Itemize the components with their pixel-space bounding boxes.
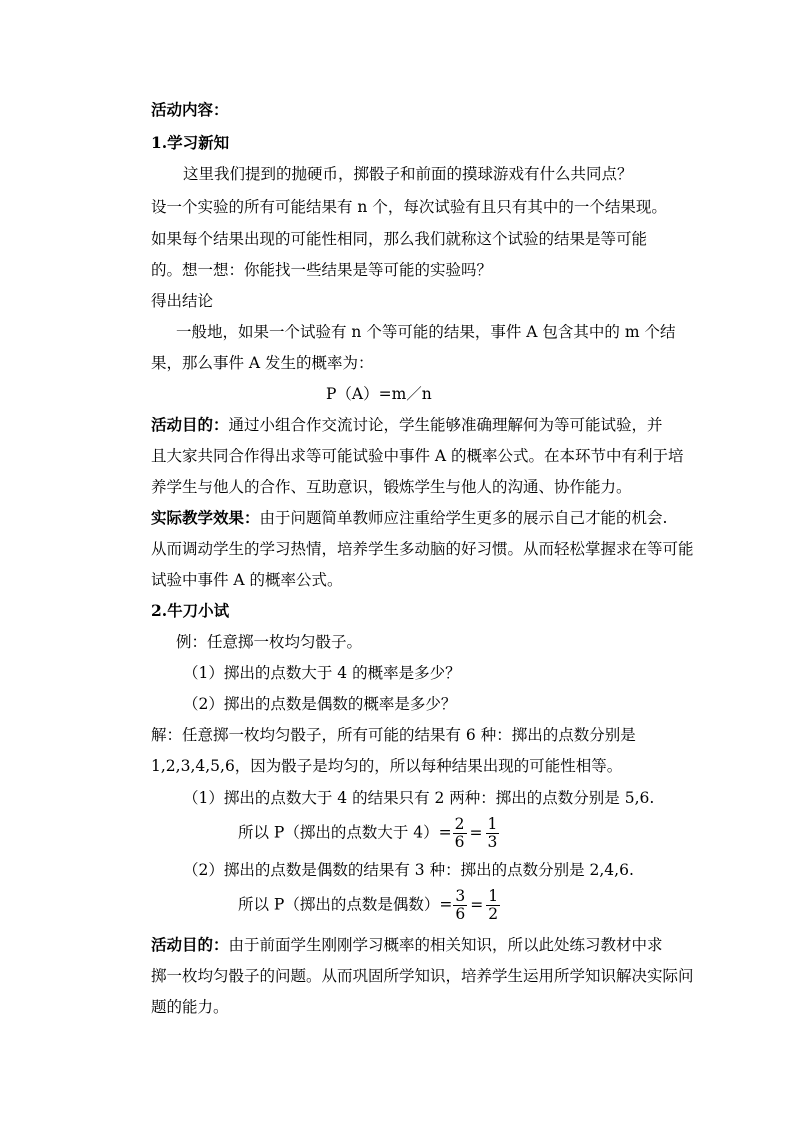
goal-label: 活动目的： <box>151 415 229 434</box>
paragraph-line: 从而调动学生的学习热情，培养学生多动脑的好习惯。从而轻松掌握求在等可能 <box>151 540 694 558</box>
answer-1: （1）掷出的点数大于 4 的结果只有 2 两种：掷出的点数分别是 5,6. <box>183 789 655 807</box>
fraction: $\frac{2}{6}$ <box>454 815 465 851</box>
section-1-heading: 1.学习新知 <box>151 133 230 152</box>
equals-sign: = <box>469 823 483 842</box>
paragraph-line: 的。想一想：你能找一些结果是等可能的实验吗？ <box>151 261 493 279</box>
solution-line: 1,2,3,4,5,6，因为骰子是均匀的，所以每种结果出现的可能性相等。 <box>151 757 623 775</box>
conclusion-label: 得出结论 <box>151 292 214 310</box>
example-line: 例：任意掷一枚均匀骰子。 <box>176 633 363 651</box>
fraction: $\frac{1}{3}$ <box>487 815 498 851</box>
paragraph-line: 且大家共同合作得出求等可能试验中事件 A 的概率公式。在本环节中有利于培 <box>151 447 684 465</box>
solution-line: 解：任意掷一枚均匀骰子，所有可能的结果有 6 种：掷出的点数分别是 <box>151 726 636 744</box>
equals-sign: = <box>470 895 484 914</box>
answer-2-formula <box>238 888 501 923</box>
answer-1-formula <box>238 816 500 851</box>
goal-label: 活动目的： <box>151 935 229 954</box>
goal-text: 通过小组合作交流讨论，学生能够准确理解何为等可能试验，并 <box>228 416 663 434</box>
fraction: $\frac{1}{2}$ <box>488 887 499 923</box>
paragraph-line: 一般地，如果一个试验有 n 个等可能的结果，事件 A 包含其中的 m 个结 <box>176 323 676 341</box>
fraction: $\frac{3}{6}$ <box>455 887 466 923</box>
paragraph-line: 设一个实验的所有可能结果有 n 个，每次试验有且只有其中的一个结果现。 <box>151 198 667 216</box>
formula-prefix: 所以 P（掷出的点数大于 4）= <box>238 823 452 842</box>
paragraph-line: 果，那么事件 A 发生的概率为： <box>151 354 374 372</box>
paragraph-line <box>151 508 667 528</box>
activity-content-heading: 活动内容： <box>151 100 229 119</box>
formula-prefix: 所以 P（掷出的点数是偶数）= <box>238 895 453 914</box>
paragraph-line: 掷一枚均匀骰子的问题。从而巩固所学知识，培养学生运用所学知识解决实际问 <box>151 967 694 985</box>
section-2-heading: 2.牛刀小试 <box>151 601 230 620</box>
paragraph-line: 这里我们提到的抛硬币，掷骰子和前面的摸球游戏有什么共同点？ <box>183 165 633 183</box>
question-2: （2）掷出的点数是偶数的概率是多少？ <box>183 695 457 713</box>
effect-text: 由于问题简单教师应注重给学生更多的展示自己才能的机会. <box>259 509 668 527</box>
paragraph-line: 养学生与他人的合作、互助意识，锻炼学生与他人的沟通、协作能力。 <box>151 478 632 496</box>
paragraph-line: 如果每个结果出现的可能性相同，那么我们就称这个试验的结果是等可能 <box>151 230 648 248</box>
effect-label: 实际教学效果： <box>151 508 260 527</box>
answer-2: （2）掷出的点数是偶数的结果有 3 种：掷出的点数分别是 2,4,6. <box>183 861 634 879</box>
goal-text: 由于前面学生刚刚学习概率的相关知识，所以此处练习教材中求 <box>228 936 663 954</box>
paragraph-line: 试验中事件 A 的概率公式。 <box>151 571 343 589</box>
probability-formula: P（A）=m／n <box>326 385 432 403</box>
question-1: （1）掷出的点数大于 4 的概率是多少？ <box>183 664 461 682</box>
paragraph-line <box>151 935 663 955</box>
paragraph-line: 题的能力。 <box>151 998 229 1016</box>
paragraph-line <box>151 415 663 435</box>
